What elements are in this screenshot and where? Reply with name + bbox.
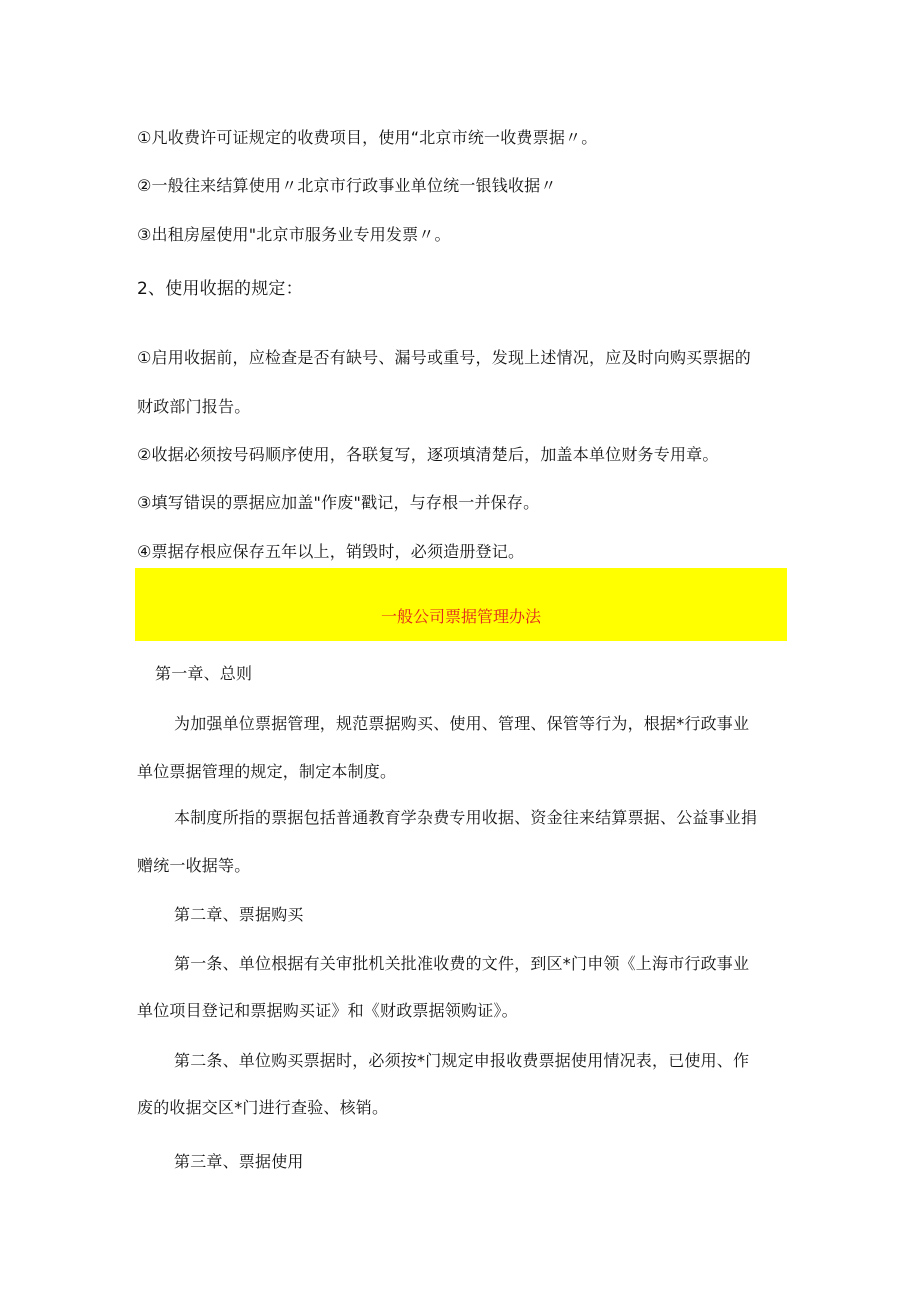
article-2-line-2: 废的收据交区*门进行查验、核销。: [137, 1098, 389, 1117]
receipt-type-item-2: ②一般往来结算使用〃北京市行政事业单位统一银钱收据〃: [137, 176, 557, 195]
chapter-1-para-2-line-1: 本制度所指的票据包括普通教育学杂费专用收据、资金往来结算票据、公益事业捐: [174, 808, 758, 827]
chapter-1-para-1-line-1: 为加强单位票据管理，规范票据购买、使用、管理、保管等行为，根据*行政事业: [174, 714, 750, 733]
chapter-3-heading: 第三章、票据使用: [174, 1152, 304, 1171]
receipt-type-item-1: ①凡收费许可证规定的收费项目，使用“北京市统一收费票据〃。: [137, 128, 598, 147]
document-title: 一般公司票据管理办法: [380, 607, 541, 626]
rule-2: ②收据必须按号码顺序使用，各联复写，逐项填清楚后，加盖本单位财务专用章。: [137, 445, 719, 464]
title-banner: [135, 568, 787, 641]
article-1-line-2: 单位项目登记和票据购买证》和《财政票据领购证》。: [137, 1001, 518, 1020]
rule-4: ④票据存根应保存五年以上，销毁时，必须造册登记。: [137, 542, 525, 561]
rule-1-line-1: ①启用收据前，应检查是否有缺号、漏号或重号，发现上述情况，应及时向购买票据的: [137, 348, 751, 367]
article-2-line-1: 第二条、单位购买票据时，必须按*门规定申报收费票据使用情况表，已使用、作: [174, 1051, 750, 1070]
rule-1-line-2: 财政部门报告。: [137, 397, 251, 416]
chapter-1-heading: 第一章、总则: [155, 664, 253, 683]
rule-3: ③填写错误的票据应加盖"作废"戳记，与存根一并保存。: [137, 493, 540, 512]
section-2-heading: 2、使用收据的规定：: [137, 279, 303, 299]
chapter-1-para-2-line-2: 赠统一收据等。: [137, 856, 251, 875]
article-1-line-1: 第一条、单位根据有关审批机关批准收费的文件，到区*门申领《上海市行政事业: [174, 954, 750, 973]
chapter-2-heading: 第二章、票据购买: [174, 905, 304, 924]
chapter-1-para-1-line-2: 单位票据管理的规定，制定本制度。: [137, 762, 397, 781]
receipt-type-item-3: ③出租房屋使用"北京市服务业专用发票〃。: [137, 225, 451, 244]
